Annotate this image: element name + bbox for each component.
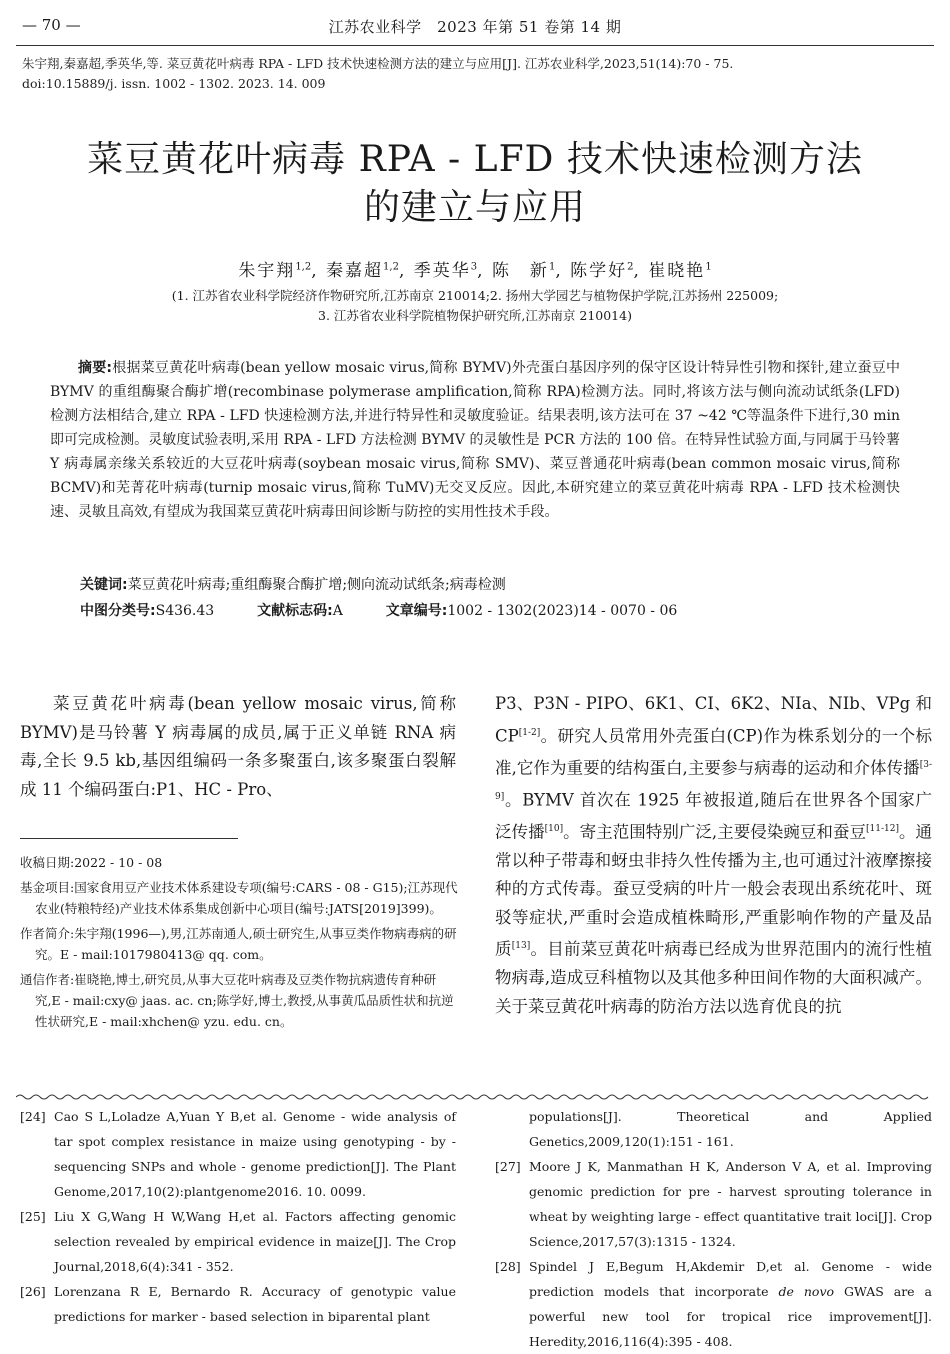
article-no-label: 文章编号: xyxy=(385,603,448,619)
keywords xyxy=(80,573,910,597)
paper-title xyxy=(30,136,920,232)
funding-note: 基金项目:国家食用豆产业技术体系建设专项(编号:CARS - 08 - G15);江苏现代农业(特粮特经)产业技术体系集成创新中心项目(编号:JATS[2019]399)。 xyxy=(20,880,458,916)
reference-number: [25] xyxy=(20,1209,46,1224)
title-line-2: 的建立与应用 xyxy=(363,187,586,228)
running-header xyxy=(22,14,928,42)
keywords-text: 菜豆黄花叶病毒;重组酶聚合酶扩增;侧向流动试纸条;病毒检测 xyxy=(127,577,506,593)
clc-value: S436.43 xyxy=(155,603,215,619)
journal-issue: 江苏农业科学 2023 年第 51 卷第 14 期 xyxy=(328,18,622,36)
abstract-text: 根据菜豆黄花叶病毒(bean yellow mosaic virus,简称 BYMV)外壳蛋白基因序列的保守区设计特异性引物和探针,建立蚕豆中 BYMV 的重组酶聚合酶扩增(recombinase polymerase amplification,简称 RPA)检测方法。同时,将该方法与侧向流动试纸条(LFD)检测方法相结合,建立 RPA - LFD 快速检测方法,并进行特异性和灵敏度验证。结果表明,该方法可在 37 ~42 ℃等温条件下进行,30 min 即可完成检测。灵敏度试验表明,采用 RPA - LFD 方法检测 BYMV 的灵敏性是 PCR 方法的 100 倍。在特异性试验方面,与同属于马铃薯 Y 病毒属亲缘关系较近的大豆花叶病毒(soybean mosaic virus,简称 SMV)、菜豆普通花叶病毒(bean common mosaic virus,简称 BCMV)和芜菁花叶病毒(turnip mosaic virus,简称 TuMV)无交叉反应。因此,本研究建立的菜豆黄花叶病毒 RPA - LFD 技术检测快速、灵敏且高效,有望成为我国菜豆黄花叶病毒田间诊断与防控的实用性技术手段。 xyxy=(50,360,900,520)
header-rule xyxy=(16,45,934,46)
reference-item xyxy=(495,1154,932,1254)
author: 秦嘉超$^{1,2}$ xyxy=(326,261,399,281)
reference-item xyxy=(495,1104,932,1154)
doc-code-label: 文献标志码: xyxy=(257,603,333,619)
reference-item xyxy=(495,1254,932,1354)
author: 陈学好$^2$ xyxy=(570,261,634,281)
footnotes xyxy=(20,852,460,1036)
author-list: 朱宇翔$^{1,2}$, 秦嘉超$^{1,2}$, 季英华$^3$, 陈 新$^1$, 陈学好$^2$, 崔晓艳$^1$ xyxy=(238,261,712,281)
reference-item xyxy=(20,1204,456,1279)
affiliation-line: 3. 江苏省农业科学院植物保护研究所,江苏南京 210014) xyxy=(318,308,632,323)
abstract xyxy=(50,356,900,524)
footnote-rule xyxy=(20,838,238,839)
ref-citation: [1-2] xyxy=(518,727,541,738)
wavy-separator xyxy=(16,1093,934,1101)
citation-line: 朱宇翔,秦嘉超,季英华,等. 菜豆黄花叶病毒 RPA - LFD 技术快速检测方法的建立与应用[J]. 江苏农业科学,2023,51(14):70 - 75. xyxy=(22,56,734,71)
affiliation-line: (1. 江苏省农业科学院经济作物研究所,江苏南京 210014;2. 扬州大学园艺与植物保护学院,江苏扬州 225009; xyxy=(171,288,779,303)
corresponding-author: 通信作者:崔晓艳,博士,研究员,从事大豆花叶病毒及豆类作物抗病遗传育种研究,E - mail:cxy@ jaas. ac. cn;陈学好,博士,教授,从事黄瓜品质性状和抗逆性状研究,E - mail:xhchen@ yzu. edu. cn。 xyxy=(20,972,454,1029)
author: 季英华$^3$ xyxy=(413,261,478,281)
ref-citation: [3-9] xyxy=(495,759,932,802)
reference-number: [28] xyxy=(495,1259,521,1274)
title-line-1: 菜豆黄花叶病毒 RPA - LFD 技术快速检测方法 xyxy=(87,139,863,180)
reference-number: [26] xyxy=(20,1284,46,1299)
received-date: 收稿日期:2022 - 10 - 08 xyxy=(20,855,163,870)
citation-block xyxy=(22,54,928,94)
reference-text: Moore J K, Manmathan H K, Anderson V A, et al. Improving genomic prediction for pre - harvest sprouting tolerance in wheat by weighting large - effect quantitative trait loci[J]. Crop Science,2017,57(3):1315 - 1324. xyxy=(529,1159,932,1249)
reference-text: populations[J]. Theoretical and Applied Genetics,2009,120(1):151 - 161. xyxy=(529,1109,932,1149)
author: 崔晓艳$^1$ xyxy=(648,261,712,281)
ref-citation: [13] xyxy=(511,941,531,951)
body-paragraph-right: P3、P3N - PIPO、6K1、CI、6K2、NIa、NIb、VPg 和 CP[1-2]。研究人员常用外壳蛋白(CP)作为株系划分的一个标准,它作为重要的结构蛋白,主要参与病毒的运动和介体传播[3-9]。BYMV 首次在 1925 年被报道,随后在世界各个国家广泛传播[10]。寄主范围特别广泛,主要侵染豌豆和蚕豆[11-12]。通常以种子带毒和蚜虫非持久性传播为主,也可通过汁液摩擦接种的方式传毒。蚕豆受病的叶片一般会表现出系统花叶、斑驳等症状,严重时会造成植株畸形,严重影响作物的产量及品质[13]。目前菜豆黄花叶病毒已经成为世界范围内的流行性植物病毒,造成豆科植物以及其他多种田间作物的大面积减产。关于菜豆黄花叶病毒的防治方法以选育优良的抗 xyxy=(495,694,933,1016)
references-left xyxy=(20,1104,456,1329)
affiliations xyxy=(30,286,920,326)
doi-line: doi:10.15889/j. issn. 1002 - 1302. 2023. 14. 009 xyxy=(22,76,326,91)
author-intro: 作者简介:朱宇翔(1996—),男,江苏南通人,硕士研究生,从事豆类作物病毒病的研究。E - mail:1017980413@ qq. com。 xyxy=(20,926,457,962)
ref-citation: [11-12] xyxy=(865,823,899,834)
reference-item xyxy=(20,1104,456,1204)
reference-number: [24] xyxy=(20,1109,46,1124)
author: 朱宇翔$^{1,2}$ xyxy=(238,261,312,281)
author: 陈 新$^1$ xyxy=(491,261,556,281)
reference-item xyxy=(20,1279,456,1329)
keywords-label: 关键词: xyxy=(80,577,128,593)
doc-code-value: A xyxy=(332,603,343,619)
reference-text: Lorenzana R E, Bernardo R. Accuracy of genotypic value predictions for marker - based selection in biparental plant xyxy=(54,1284,456,1324)
reference-text: Spindel J E,Begum H,Akdemir D,et al. Genome - wide prediction models that incorporate de novo GWAS are a powerful new tool for tropical rice improvement[J]. Heredity,2016,116(4):395 - 408. xyxy=(529,1259,933,1349)
clc-label: 中图分类号: xyxy=(80,603,156,619)
abstract-label: 摘要: xyxy=(78,360,113,376)
reference-number: [27] xyxy=(495,1159,521,1174)
page-number: — 70 — xyxy=(22,16,81,34)
body-paragraph-left: 菜豆黄花叶病毒(bean yellow mosaic virus,简称 BYMV)是马铃薯 Y 病毒属的成员,属于正义单链 RNA 病毒,全长 9.5 kb,基因组编码一条多聚蛋白,该多聚蛋白裂解成 11 个编码蛋白:P1、HC - Pro、 xyxy=(20,694,456,799)
article-no-value: 1002 - 1302(2023)14 - 0070 - 06 xyxy=(447,603,678,619)
reference-text: Cao S L,Loladze A,Yuan Y B,et al. Genome - wide analysis of tar spot complex resistance in maize using genotyping - by - sequencing SNPs and whole - genome prediction[J]. The Plant Genome,2017,10(2):plantgenome2016. 10. 0099. xyxy=(54,1109,456,1199)
reference-text: Liu X G,Wang H W,Wang H,et al. Factors affecting genomic selection revealed by empirical evidence in maize[J]. The Crop Journal,2018,6(4):341 - 352. xyxy=(54,1209,456,1274)
ref-citation: [10] xyxy=(544,823,564,834)
references-right xyxy=(495,1104,932,1354)
classification-line xyxy=(80,599,910,623)
